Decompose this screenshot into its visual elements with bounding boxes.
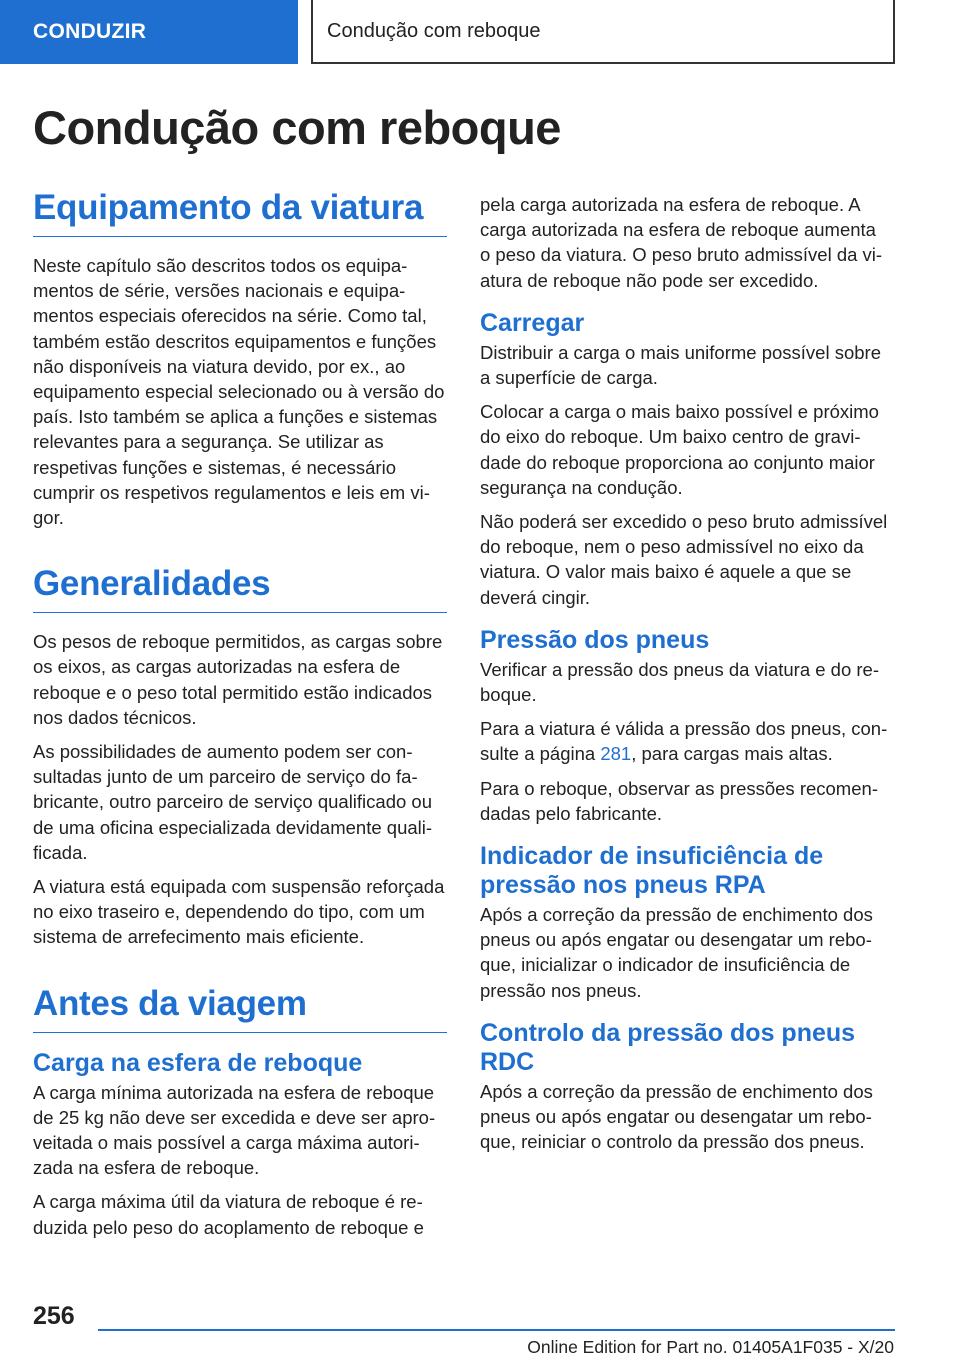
paragraph: Não poderá ser excedido o peso bruto admissível do reboque, nem o peso admissível no eixo da viatura. O valor mais baixo é aquele a que se deverá cingir. bbox=[480, 511, 888, 608]
footer-edition-text: Online Edition for Part no. 01405A1F035 - X/20 bbox=[527, 1337, 894, 1357]
text: , para cargas mais altas. bbox=[631, 743, 833, 765]
section-generalidades bbox=[33, 564, 447, 949]
section-equipamento bbox=[33, 188, 447, 530]
paragraph: Após a correção da pressão de enchimento dos pneus ou após engatar ou desengatar um reboque, reiniciar o controlo da pressão dos pneus. bbox=[480, 1080, 873, 1153]
page-title: Condução com reboque bbox=[33, 101, 561, 154]
paragraph: A carga máxima útil da viatura de reboque é reduzida pelo peso do acoplamento de reboque e bbox=[33, 1191, 424, 1238]
text: Para a viatura é válida a pressão dos pneus, consulte a página bbox=[480, 718, 888, 765]
paragraph-with-link bbox=[480, 716, 890, 766]
paragraph: Os pesos de reboque permitidos, as cargas sobre os eixos, as cargas autorizadas na esfera de reboque e o peso total permitido estão indicados nos dados técnicos. bbox=[33, 631, 443, 728]
paragraph: As possibilidades de aumento podem ser consultadas junto de um parceiro de serviço do fabricante, outro parceiro de serviço qualificado ou de uma oficina especializada devidamente qualificada. bbox=[33, 741, 433, 863]
paragraph: Após a correção da pressão de enchimento dos pneus ou após engatar ou desengatar um reboque, inicializar o indicador de insuficiência de pressão nos pneus. bbox=[480, 904, 873, 1001]
chapter-header bbox=[311, 0, 895, 64]
heading-pressao-pneus: Pressão dos pneus bbox=[480, 625, 710, 654]
paragraph: Colocar a carga o mais baixo possível e próximo do eixo do reboque. Um baixo centro de gravidade do reboque proporciona ao conjunto maior segurança na condução. bbox=[480, 401, 879, 498]
section-rpa bbox=[480, 842, 890, 1003]
heading-antes-da-viagem: Antes da viagem bbox=[33, 984, 447, 1033]
paragraph: Distribuir a carga o mais uniforme possível sobre a superfície de carga. bbox=[480, 341, 881, 389]
paragraph: A carga mínima autorizada na esfera de reboque de 25 kg não deve ser excedida e deve ser aproveitada o mais possível a carga máxima autorizada na esfera de reboque. bbox=[33, 1081, 436, 1179]
section-pressao-pneus bbox=[480, 626, 890, 826]
paragraph: Verificar a pressão dos pneus da viatura e do reboque. bbox=[480, 658, 880, 706]
paragraph: A viatura está equipada com suspensão reforçada no eixo traseiro e, dependendo do tipo, com um sistema de arrefecimento mais eficiente. bbox=[33, 876, 445, 948]
heading-rdc: Controlo da pressão dos pneus RDC bbox=[480, 1018, 856, 1076]
paragraph-continuation: pela carga autorizada na esfera de reboque. A carga autorizada na esfera de reboque aumenta o peso da viatura. O peso bruto admissível da viatura de reboque não pode ser excedido. bbox=[480, 194, 883, 291]
section-carregar bbox=[480, 309, 890, 610]
heading-equipamento: Equipamento da viatura bbox=[33, 188, 447, 237]
section-rdc bbox=[480, 1019, 890, 1155]
page-number: 256 bbox=[33, 1302, 75, 1330]
chapter-title: Condução com reboque bbox=[327, 19, 541, 42]
heading-carregar: Carregar bbox=[480, 308, 585, 337]
paragraph: Para o reboque, observar as pressões recomendadas pelo fabricante. bbox=[480, 777, 878, 824]
section-antes-da-viagem bbox=[33, 984, 447, 1240]
left-column bbox=[33, 188, 447, 1249]
paragraph: Neste capítulo são descritos todos os equipamentos de série, versões nacionais e equipamentos especiais oferecidos na série. Como tal, também estão descritos equipamentos e funções não disponíveis na viatura devido, por ex., ao equipamento especial selecionado ou à versão do país. Isto também se aplica a funções e sistemas relevantes para a segurança. Se utilizar as respetivas funções e sistemas, é necessário cumprir os respetivos regulamentos e leis em vigor. bbox=[33, 255, 445, 529]
subheading-carga-esfera: Carga na esfera de reboque bbox=[33, 1048, 363, 1077]
heading-generalidades: Generalidades bbox=[33, 564, 447, 613]
heading-rpa: Indicador de insuficiência de pressão nos pneus RPA bbox=[480, 842, 824, 900]
page-link-281[interactable]: 281 bbox=[600, 743, 632, 765]
section-tab[interactable] bbox=[0, 0, 298, 64]
section-tab-label: CONDUZIR bbox=[33, 20, 147, 43]
right-column bbox=[480, 192, 890, 1163]
footer-divider bbox=[98, 1329, 895, 1331]
